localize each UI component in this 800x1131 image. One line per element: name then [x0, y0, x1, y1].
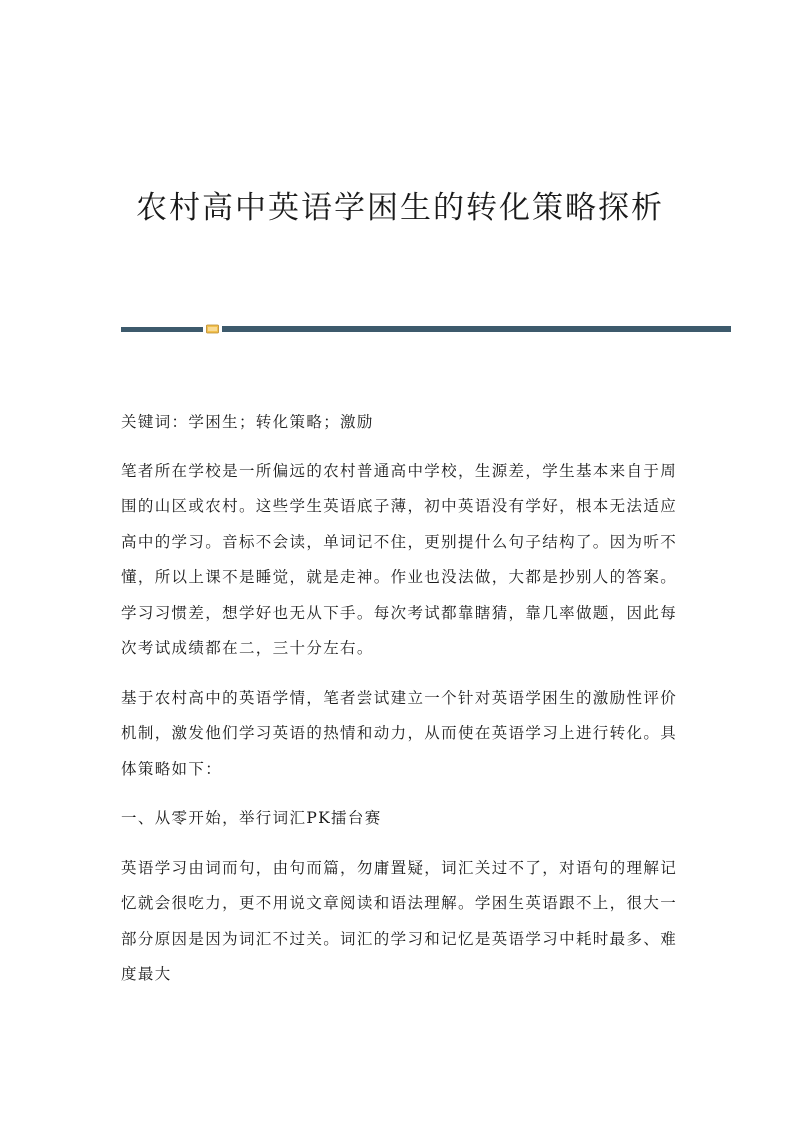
document-title: 农村高中英语学困生的转化策略探析 — [136, 190, 664, 226]
paragraph: 笔者所在学校是一所偏远的农村普通高中学校，生源差，学生基本来自于周围的山区或农村。这些学生英语底子薄，初中英语没有学好，根本无法适应高中的学习。音标不会读，单词记不住，更别提什么句子结构了。因为听不懂，所以上课不是睡觉，就是走神。作业也没法做，大都是抄别人的答案。学习习惯差，想学好也无从下手。每次考试都靠瞎猜，靠几率做题，因此每次考试成绩都在二，三十分左右。 — [121, 461, 678, 657]
keywords-line: 关键词：学困生；转化策略；激励 — [121, 413, 374, 431]
paragraph: 英语学习由词而句，由句而篇，勿庸置疑，词汇关过不了，对语句的理解记忆就会很吃力，更不用说文章阅读和语法理解。学困生英语跟不上，很大一部分原因是因为词汇不过关。词汇的学习和记忆是英语学习中耗时最多、难度最大 — [121, 858, 678, 983]
section-heading: 一、从零开始，举行词汇PK擂台赛 — [121, 809, 382, 827]
title-divider — [121, 325, 731, 333]
divider-left-segment — [121, 327, 203, 332]
divider-right-segment — [222, 326, 731, 332]
paragraph: 基于农村高中的英语学情，笔者尝试建立一个针对英语学困生的激励性评价机制，激发他们学习英语的热情和动力，从而使在英语学习上进行转化。具体策略如下： — [121, 688, 678, 778]
document-body — [121, 405, 681, 1007]
pencil-icon — [206, 324, 219, 334]
